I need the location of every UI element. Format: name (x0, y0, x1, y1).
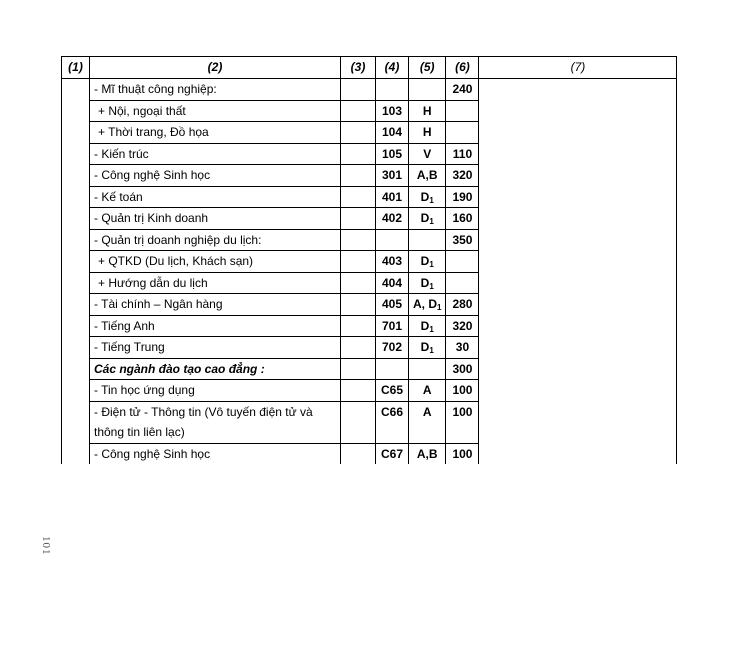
cell-col-7 (479, 315, 677, 337)
header-col-5: (5) (409, 57, 446, 79)
cell-program-name: - Điện tử - Thông tin (Vô tuyến điện tử và thông tin liên lạc) (90, 401, 341, 443)
cell-program-name: - Tin học ứng dụng (90, 380, 341, 402)
cell-code: C65 (376, 380, 409, 402)
table-row (62, 100, 677, 122)
table-row (62, 443, 677, 464)
cell-program-name: - Công nghệ Sinh học (90, 443, 341, 464)
cell-col-7 (479, 272, 677, 294)
cell-col-3 (341, 79, 376, 101)
cell-col-7 (479, 401, 677, 443)
cell-quota (446, 251, 479, 273)
block-subscript: 1 (429, 281, 434, 291)
cell-block (409, 272, 446, 294)
cell-code: 403 (376, 251, 409, 273)
cell-col-1 (62, 337, 90, 359)
header-col-7: (7) (479, 57, 677, 79)
table-row (62, 165, 677, 187)
table-row (62, 401, 677, 443)
cell-code: C66 (376, 401, 409, 443)
cell-program-name: + QTKD (Du lịch, Khách sạn) (90, 251, 341, 273)
cell-col-1 (62, 143, 90, 165)
block-subscript: 1 (429, 195, 434, 205)
cell-col-3 (341, 337, 376, 359)
cell-block: A (409, 401, 446, 443)
table-row (62, 122, 677, 144)
cell-col-7 (479, 100, 677, 122)
block-subscript: 1 (429, 217, 434, 226)
cell-code: 104 (376, 122, 409, 144)
cell-col-1 (62, 208, 90, 230)
block-main: D (420, 189, 430, 204)
cell-block: V (409, 143, 446, 165)
cell-code: C67 (376, 443, 409, 464)
cell-quota: 30 (446, 337, 479, 359)
cell-col-1 (62, 272, 90, 294)
cell-col-1 (62, 229, 90, 251)
cell-col-3 (341, 272, 376, 294)
table-row (62, 337, 677, 359)
cell-program-name: - Tiếng Trung (90, 337, 341, 359)
cell-quota: 100 (446, 380, 479, 402)
cell-col-1 (62, 251, 90, 273)
table-row (62, 358, 677, 380)
block-main: D (420, 318, 430, 333)
block-subscript: 1 (429, 346, 434, 355)
cell-col-3 (341, 100, 376, 122)
cell-col-7 (479, 165, 677, 187)
cell-code (376, 358, 409, 380)
cell-code: 702 (376, 337, 409, 359)
cell-col-3 (341, 401, 376, 443)
cell-col-1 (62, 380, 90, 402)
block-main: A, D (413, 297, 437, 311)
cell-col-1 (62, 122, 90, 144)
cell-col-7 (479, 443, 677, 464)
cell-code: 103 (376, 100, 409, 122)
cell-block: A,B (409, 165, 446, 187)
cell-program-name: Các ngành đào tạo cao đẳng : (90, 358, 341, 380)
cell-quota (446, 100, 479, 122)
cell-col-1 (62, 79, 90, 101)
cell-program-name: - Kế toán (90, 186, 341, 208)
cell-block (409, 229, 446, 251)
table-row (62, 272, 677, 294)
cell-code: 401 (376, 186, 409, 208)
cell-block: A (409, 380, 446, 402)
cell-block (409, 186, 446, 208)
cell-quota (446, 272, 479, 294)
cell-program-name: - Tiếng Anh (90, 315, 341, 337)
cell-quota: 190 (446, 186, 479, 208)
cell-block (409, 251, 446, 273)
cell-col-7 (479, 122, 677, 144)
page-number: 101 (40, 536, 52, 556)
cell-block (409, 79, 446, 101)
header-col-6: (6) (446, 57, 479, 79)
cell-block: A,B (409, 443, 446, 464)
cell-col-3 (341, 294, 376, 316)
cell-code: 105 (376, 143, 409, 165)
header-row (62, 57, 677, 79)
cell-quota: 350 (446, 229, 479, 251)
table-body (62, 79, 677, 465)
cell-col-3 (341, 229, 376, 251)
table-row (62, 79, 677, 101)
cell-program-name: - Kiến trúc (90, 143, 341, 165)
table-row (62, 251, 677, 273)
cell-col-7 (479, 143, 677, 165)
cell-quota: 240 (446, 79, 479, 101)
cell-code: 402 (376, 208, 409, 230)
cell-col-7 (479, 186, 677, 208)
admissions-table (61, 56, 677, 464)
block-main: D (420, 275, 430, 290)
table-row (62, 229, 677, 251)
cell-col-1 (62, 401, 90, 443)
cell-block (409, 337, 446, 359)
cell-quota (446, 122, 479, 144)
block-main: D (420, 254, 430, 268)
cell-col-3 (341, 251, 376, 273)
cell-col-1 (62, 165, 90, 187)
cell-quota: 100 (446, 443, 479, 464)
cell-code: 404 (376, 272, 409, 294)
cell-block (409, 315, 446, 337)
cell-code: 405 (376, 294, 409, 316)
cell-program-name: + Nội, ngoại thất (90, 100, 341, 122)
cell-quota: 280 (446, 294, 479, 316)
table-row (62, 186, 677, 208)
cell-quota: 320 (446, 165, 479, 187)
cell-code (376, 229, 409, 251)
cell-block (409, 208, 446, 230)
cell-quota: 100 (446, 401, 479, 443)
cell-col-1 (62, 186, 90, 208)
block-subscript: 1 (437, 303, 442, 312)
cell-col-7 (479, 380, 677, 402)
cell-col-7 (479, 251, 677, 273)
cell-program-name: + Hướng dẫn du lịch (90, 272, 341, 294)
cell-col-3 (341, 315, 376, 337)
table-row (62, 143, 677, 165)
cell-block: H (409, 122, 446, 144)
cell-col-3 (341, 358, 376, 380)
cell-program-name: - Quản trị doanh nghiệp du lịch: (90, 229, 341, 251)
cell-quota: 320 (446, 315, 479, 337)
cell-col-1 (62, 315, 90, 337)
header-col-4: (4) (376, 57, 409, 79)
block-main: D (420, 211, 430, 225)
cell-col-1 (62, 294, 90, 316)
cell-col-7 (479, 208, 677, 230)
cell-col-7 (479, 337, 677, 359)
table-row (62, 380, 677, 402)
table-row (62, 315, 677, 337)
cell-col-3 (341, 186, 376, 208)
cell-col-3 (341, 143, 376, 165)
cell-col-1 (62, 100, 90, 122)
cell-block (409, 294, 446, 316)
cell-block (409, 358, 446, 380)
cell-program-name: - Công nghệ Sinh học (90, 165, 341, 187)
header-col-2: (2) (90, 57, 341, 79)
cell-code: 701 (376, 315, 409, 337)
cell-col-3 (341, 208, 376, 230)
cell-quota: 300 (446, 358, 479, 380)
cell-code: 301 (376, 165, 409, 187)
cell-quota: 110 (446, 143, 479, 165)
cell-col-3 (341, 380, 376, 402)
cell-col-1 (62, 358, 90, 380)
block-main: D (420, 340, 430, 354)
block-subscript: 1 (429, 260, 434, 269)
table-row (62, 294, 677, 316)
cell-col-3 (341, 122, 376, 144)
block-subscript: 1 (429, 324, 434, 334)
cell-code (376, 79, 409, 101)
cell-block: H (409, 100, 446, 122)
cell-col-7 (479, 294, 677, 316)
cell-program-name: + Thời trang, Đồ họa (90, 122, 341, 144)
cell-program-name: - Mĩ thuật công nghiệp: (90, 79, 341, 101)
cell-col-3 (341, 443, 376, 464)
cell-col-7 (479, 79, 677, 101)
cell-program-name: - Tài chính – Ngân hàng (90, 294, 341, 316)
cell-col-1 (62, 443, 90, 464)
table-row (62, 208, 677, 230)
cell-quota: 160 (446, 208, 479, 230)
header-col-1: (1) (62, 57, 90, 79)
cell-program-name: - Quản trị Kinh doanh (90, 208, 341, 230)
cell-col-7 (479, 358, 677, 380)
header-col-3: (3) (341, 57, 376, 79)
cell-col-7 (479, 229, 677, 251)
cell-col-3 (341, 165, 376, 187)
